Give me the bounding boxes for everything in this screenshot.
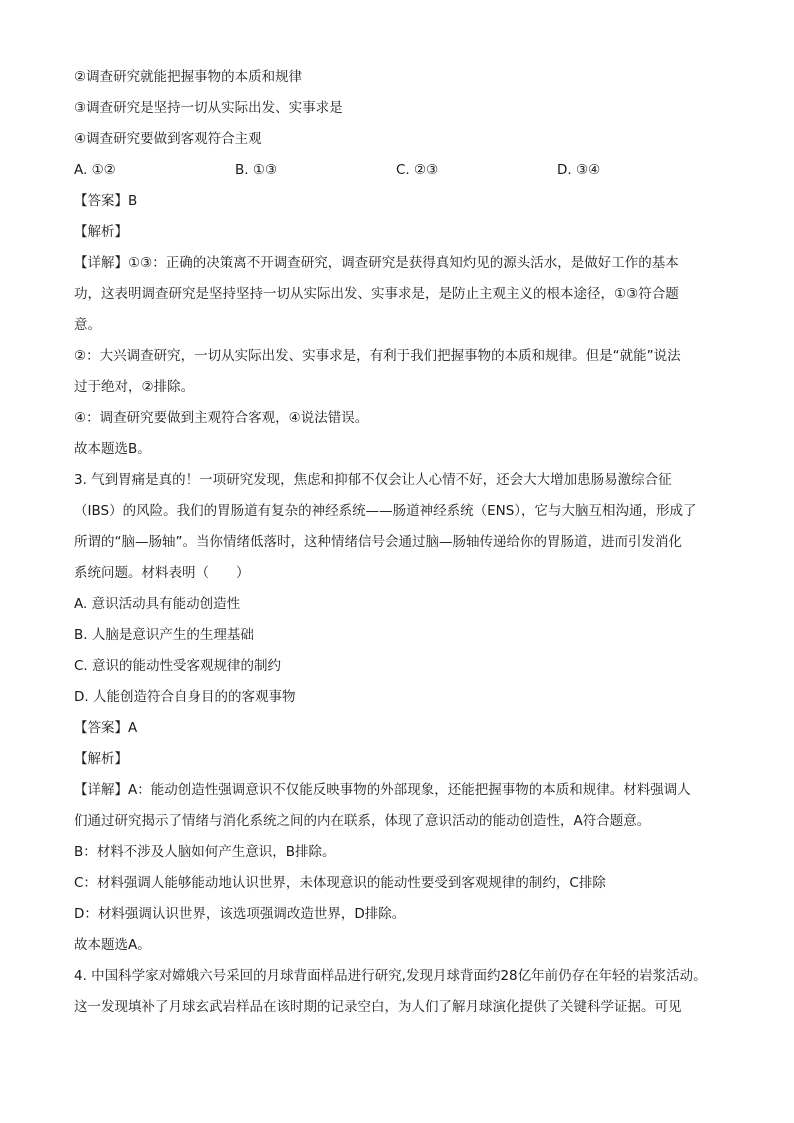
q4-stem-line: 这一发现填补了月球玄武岩样品在该时期的记录空白，为人们了解月球演化提供了关键科学证据。可见	[74, 999, 682, 1015]
q3-stem-line: 所谓的“脑—肠轴”。当你情绪低落时，这种情绪信号会通过脑—肠轴传递给你的胃肠道，进而引发消化	[74, 534, 682, 550]
q2-detail-line: 功，这表明调查研究是坚持坚持一切从实际出发、实事求是，是防止主观主义的根本途径，①③符合题	[74, 286, 679, 302]
q3-answer: 【答案】A	[74, 720, 138, 736]
q2-detail-line: 意。	[74, 317, 101, 333]
q3-stem-line: 3. 气到胃痛是真的！一项研究发现，焦虑和抑郁不仅会让人心情不好，还会大大增加患肠易激综合征	[74, 472, 672, 488]
q2-detail-line: ④：调查研究要做到主观符合客观，④说法错误。	[74, 410, 369, 426]
document-page	[74, 62, 724, 1023]
q2-statement-4: ④调查研究要做到客观符合主观	[74, 131, 262, 147]
q3-option-d: D. 人能创造符合自身目的的客观事物	[74, 689, 296, 705]
q4-stem-line: 4. 中国科学家对嫦娥六号采回的月球背面样品进行研究,发现月球背面约28亿年前仍存在年轻的岩浆活动。	[74, 968, 707, 984]
q2-answer: 【答案】B	[74, 193, 138, 209]
q2-conclusion: 故本题选B。	[74, 441, 151, 457]
q2-options	[74, 155, 724, 186]
q3-detail-line: D：材料强调认识世界，该选项强调改造世界，D排除。	[74, 906, 406, 922]
q2-statement-3: ③调查研究是坚持一切从实际出发、实事求是	[74, 100, 343, 116]
q2-option-c: C. ②③	[396, 162, 439, 178]
q3-analysis-label: 【解析】	[74, 751, 128, 767]
q2-detail-line: 【详解】①③：正确的决策离不开调查研究，调查研究是获得真知灼见的源头活水，是做好工作的基本	[74, 255, 679, 271]
q3-stem-line: 系统问题。材料表明（ ）	[74, 565, 250, 581]
q2-option-b: B. ①③	[235, 162, 278, 178]
q2-option-d: D. ③④	[557, 162, 601, 178]
q3-detail-line: B：材料不涉及人脑如何产生意识，B排除。	[74, 844, 336, 860]
q2-option-a: A. ①②	[74, 162, 116, 178]
q3-detail-line: 们通过研究揭示了情绪与消化系统之间的内在联系，体现了意识活动的能动创造性，A符合题意。	[74, 813, 651, 829]
q3-conclusion: 故本题选A。	[74, 937, 151, 953]
q2-statement-2: ②调查研究就能把握事物的本质和规律	[74, 69, 303, 85]
q3-detail-line: C：材料强调人能够能动地认识世界，未体现意识的能动性要受到客观规律的制约，C排除	[74, 875, 606, 891]
q3-stem-line: （IBS）的风险。我们的胃肠道有复杂的神经系统——肠道神经系统（ENS），它与大脑互相沟通，形成了	[74, 503, 697, 519]
q2-detail-line: ②：大兴调查研究，一切从实际出发、实事求是，有利于我们把握事物的本质和规律。但是“就能”说法	[74, 348, 681, 364]
q2-analysis-label: 【解析】	[74, 224, 128, 240]
q2-detail-line: 过于绝对，②排除。	[74, 379, 195, 395]
q3-option-c: C. 意识的能动性受客观规律的制约	[74, 658, 282, 674]
q3-option-b: B. 人脑是意识产生的生理基础	[74, 627, 254, 643]
q3-option-a: A. 意识活动具有能动创造性	[74, 596, 241, 612]
q3-detail-line: 【详解】A：能动创造性强调意识不仅能反映事物的外部现象，还能把握事物的本质和规律。材料强调人	[74, 782, 691, 798]
